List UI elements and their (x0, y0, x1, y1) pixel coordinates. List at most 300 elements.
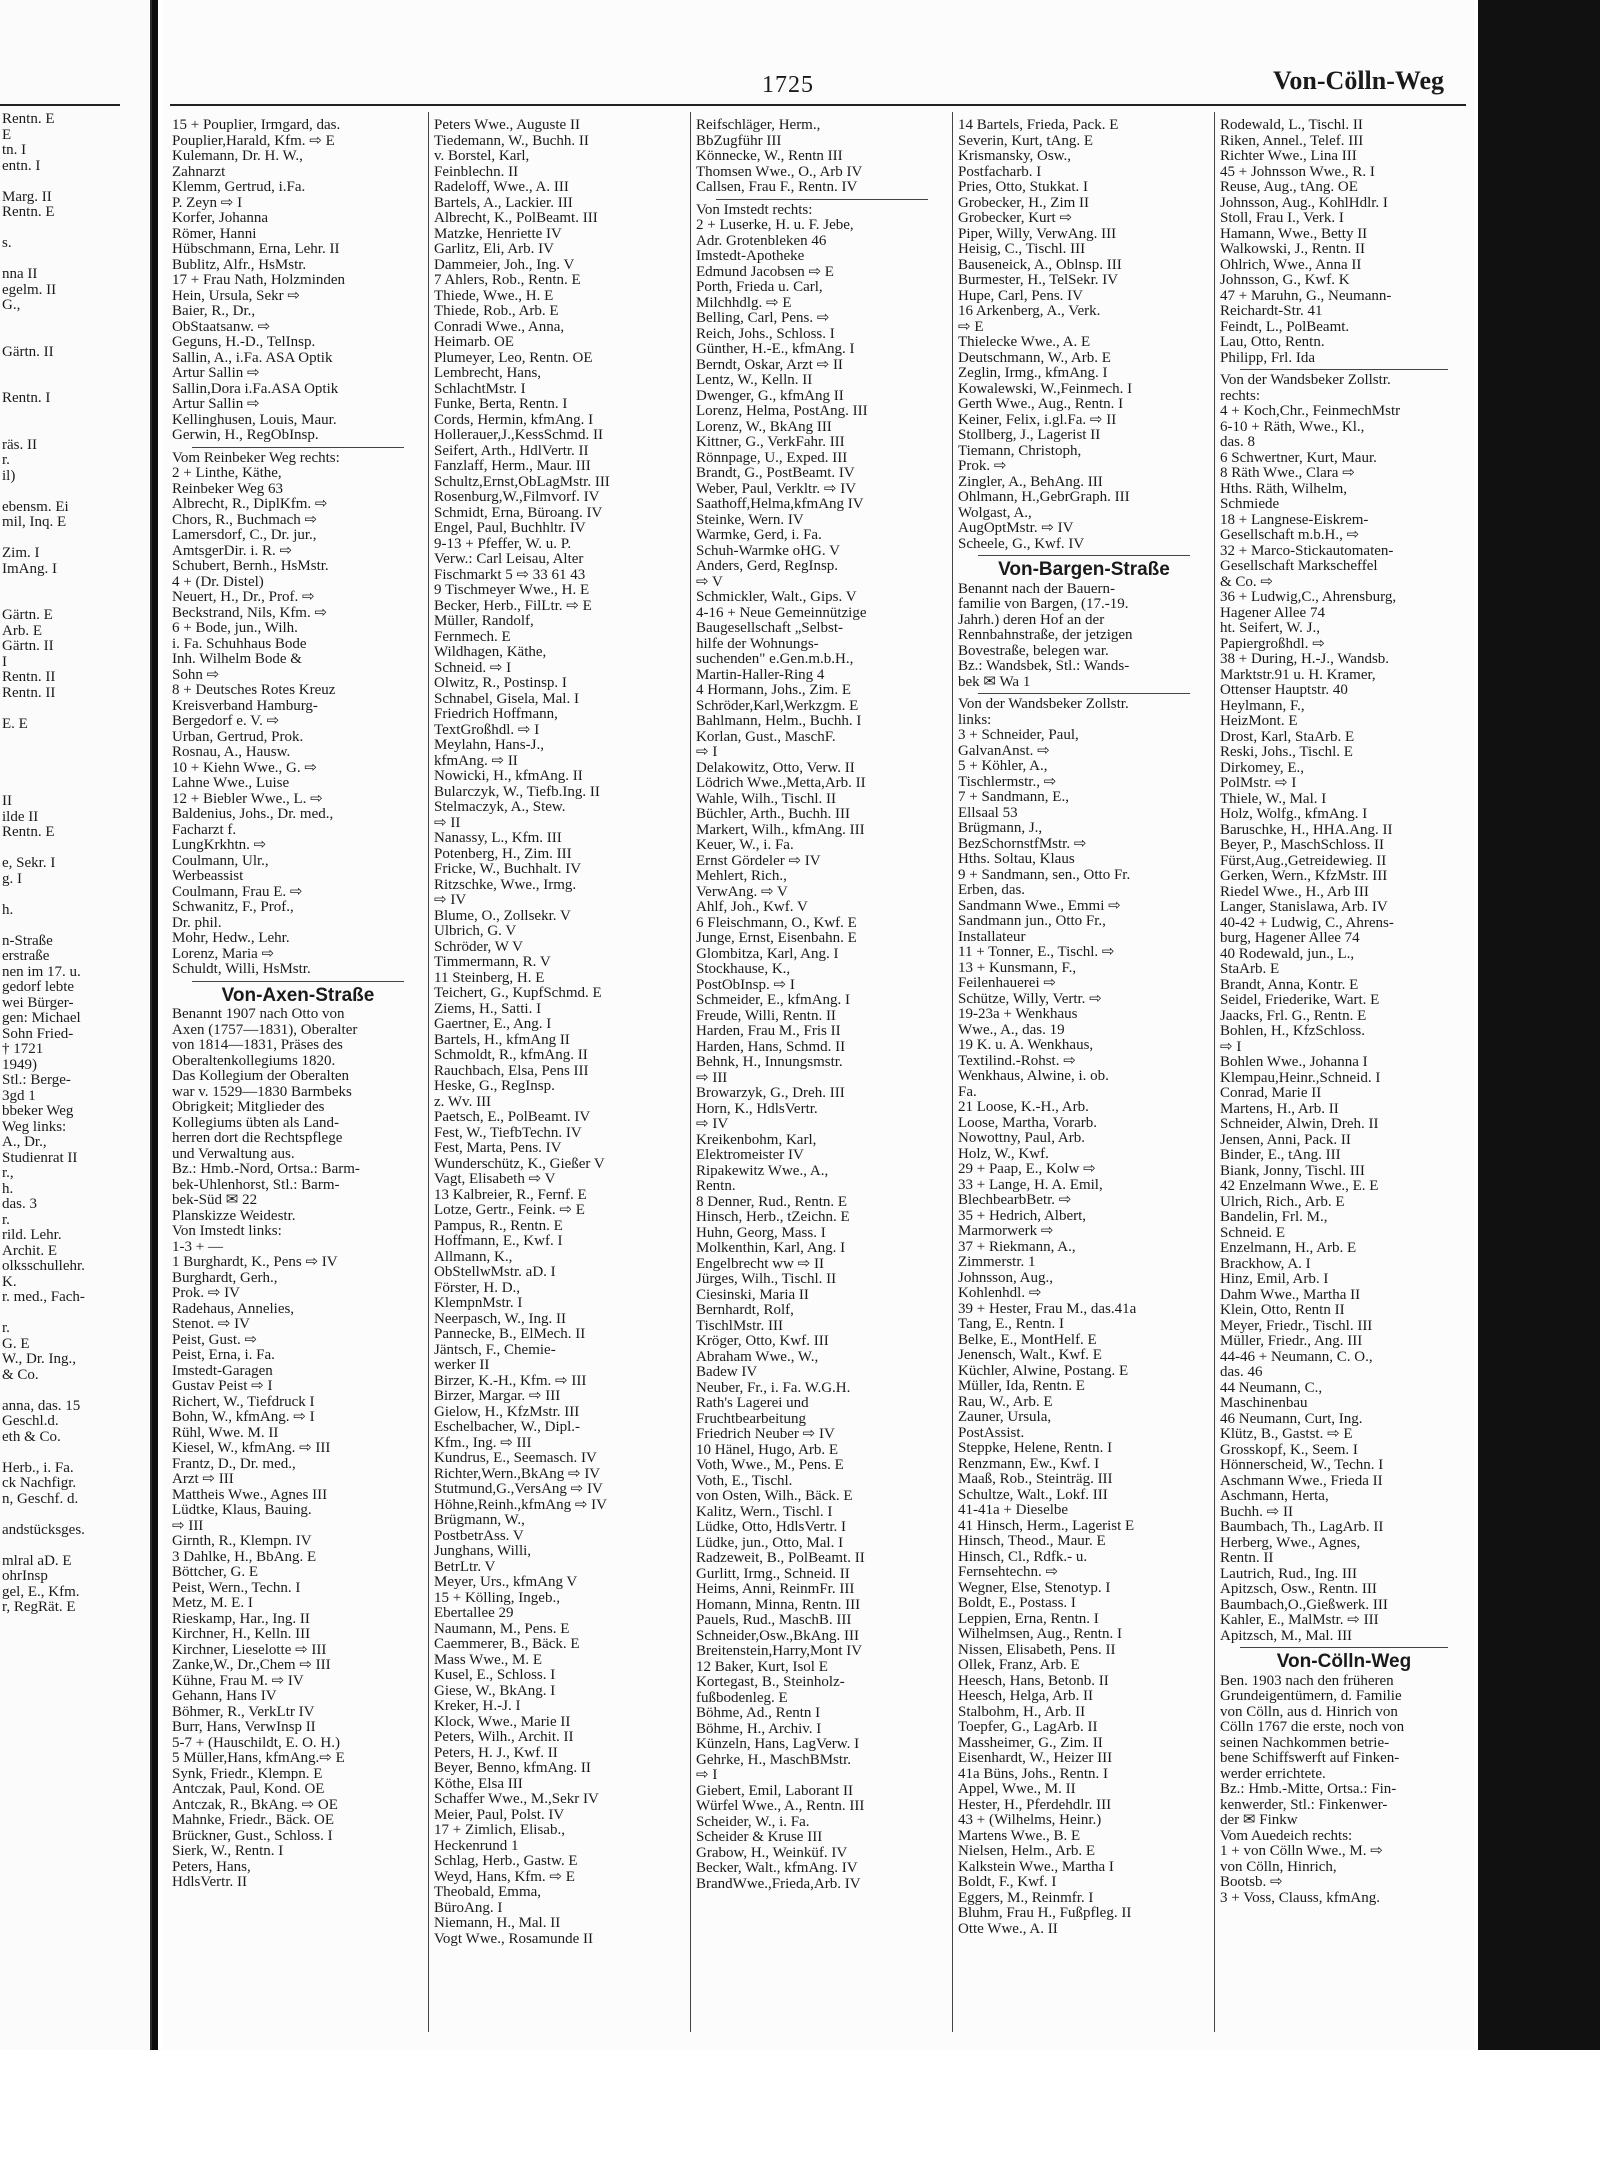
directory-entry: Eschelbacher, W., Dipl.- (434, 1420, 581, 1435)
directory-entry: Badew IV (696, 1365, 758, 1380)
directory-entry: Voth, E., Tischl. (696, 1473, 793, 1489)
directory-entry: Kühne, Frau M. ⇨ IV (172, 1673, 304, 1689)
directory-entry: Thiede, Wwe., H. E (434, 288, 554, 304)
left-page-fragment-line (0, 376, 150, 392)
directory-entry: Klempau,Heinr.,Schneid. I (1220, 1070, 1381, 1086)
directory-entry: Arzt ⇨ III (172, 1472, 234, 1487)
directory-entry: Conrad, Marie II (1220, 1086, 1322, 1101)
directory-entry: Oberaltenkollegiums 1820. (172, 1053, 336, 1069)
directory-entry: Reinbeker Weg 63 (172, 481, 283, 497)
directory-entry: 3 + Schneider, Paul, (958, 728, 1079, 743)
directory-entry: 7 + Sandmann, E., (958, 790, 1069, 805)
directory-entry: Fricke, W., Buchhalt. IV (434, 862, 582, 877)
directory-entry: Baumbach,O.,Gießwerk. III (1220, 1597, 1388, 1613)
left-page-fragment-line (0, 577, 150, 593)
directory-entry: Rosnau, A., Hausw. (172, 745, 291, 760)
directory-entry: Meyer, Urs., kfmAng V (434, 1575, 578, 1590)
directory-entry: 12 Baker, Kurt, Isol E (696, 1659, 828, 1675)
directory-entry: Ziems, H., Satti. I (434, 1001, 542, 1017)
directory-entry: Maschinenbau (1220, 1396, 1308, 1411)
column-divider (1214, 112, 1215, 2032)
directory-entry: Hester, H., Pferdehdlr. III (958, 1797, 1112, 1813)
directory-entry: Von Imstedt rechts: (696, 202, 813, 218)
left-page-fragment-line: Gärtn. II (2, 343, 54, 360)
directory-entry: Schneid. E (1220, 1225, 1285, 1241)
directory-entry: SchlachtMstr. I (434, 381, 526, 397)
directory-entry: Lentz, W., Kelln. II (696, 373, 813, 388)
directory-entry: Dwenger, G., kfmAng II (696, 388, 844, 404)
directory-entry: Kohlenhdl. ⇨ (958, 1286, 1042, 1301)
directory-entry: Schmiede (1220, 497, 1280, 512)
directory-entry: Enzelmann, H., Arb. E (1220, 1241, 1357, 1256)
directory-entry: 29 + Paap, E., Kolw ⇨ (958, 1162, 1096, 1177)
directory-entry: Meyer, Friedr., Tischl. III (1220, 1318, 1373, 1334)
directory-entry: Bohn, W., kfmAng. ⇨ I (172, 1410, 315, 1425)
directory-entry: 41 Hinsch, Herm., Lagerist E (958, 1518, 1135, 1534)
directory-entry: Wegner, Else, Stenotyp. I (958, 1580, 1111, 1596)
directory-entry: BetrLtr. V (434, 1559, 496, 1575)
directory-entry: Anders, Gerd, RegInsp. (696, 559, 839, 574)
directory-entry: Keuer, W., i. Fa. (696, 838, 794, 853)
directory-entry: von 1814—1831, Präses des (172, 1038, 343, 1053)
directory-entry: PolMstr. ⇨ I (1220, 776, 1297, 791)
directory-entry: Birzer, Margar. ⇨ III (434, 1389, 561, 1404)
left-page-fragment-line: 3gd 1 (2, 1087, 36, 1104)
directory-entry: Lotze, Gertr., Feink. ⇨ E (434, 1203, 585, 1218)
directory-entry: Zingler, A., BehAng. III (958, 474, 1103, 490)
directory-entry: Birzer, K.-H., Kfm. ⇨ III (434, 1373, 587, 1389)
section-rule (1240, 369, 1448, 370)
left-page-fragment-line: mil, Inq. E (2, 514, 67, 530)
left-header-rule (0, 104, 120, 106)
directory-entry: Grosskopf, K., Seem. I (1220, 1442, 1358, 1458)
directory-entry: Zauner, Ursula, (958, 1410, 1052, 1425)
left-page-fragment-line: r, RegRät. E (2, 1599, 76, 1615)
directory-entry: 14 Bartels, Frieda, Pack. E (958, 118, 1119, 133)
left-page-fragment-line (0, 360, 150, 376)
directory-entry: Brandt, Anna, Kontr. E (1220, 977, 1359, 993)
directory-entry: bene Schiffswerft auf Finken- (1220, 1751, 1400, 1766)
directory-entry: das. 8 (1220, 435, 1255, 450)
directory-entry: fußbodenleg. E (696, 1690, 788, 1706)
directory-entry: Textilind.-Rohst. ⇨ (958, 1053, 1076, 1069)
directory-entry: Baruschke, H., HHA.Ang. II (1220, 822, 1393, 838)
left-page-fragment-line: Rentn. I (2, 390, 51, 406)
directory-entry: Köthe, Elsa III (434, 1776, 523, 1792)
directory-entry: GalvanAnst. ⇨ (958, 743, 1050, 759)
directory-entry: Geguns, H.-D., TelInsp. (172, 335, 316, 350)
directory-entry: Ripakewitz Wwe., A., (696, 1163, 829, 1179)
directory-entry: 3 Dahlke, H., BbAng. E (172, 1549, 317, 1565)
directory-entry: TextGroßhdl. ⇨ I (434, 722, 540, 738)
directory-entry: Allmann, K., (434, 1249, 513, 1265)
left-facing-page (0, 0, 152, 2050)
left-page-fragment-line (0, 763, 150, 779)
directory-entry: war v. 1529—1830 Barmbeks (172, 1084, 352, 1100)
directory-entry: 17 + Zimlich, Elisab., (434, 1823, 565, 1838)
directory-entry: Stutmund,G.,VersAng ⇨ IV (434, 1482, 603, 1497)
directory-entry: Schütze, Willy, Vertr. ⇨ (958, 991, 1102, 1007)
directory-entry: 2 + Luserke, H. u. F. Jebe, (696, 218, 854, 233)
directory-entry: 4 Hormann, Johs., Zim. E (696, 683, 851, 698)
directory-entry: Thielecke Wwe., A. E (958, 335, 1091, 350)
directory-entry: 41a Büns, Johs., Rentn. I (958, 1766, 1108, 1782)
directory-entry: Synk, Friedr., Klempn. E (172, 1766, 323, 1782)
left-page-fragment-line: Rentn. E (2, 204, 55, 220)
directory-entry: AmtsgerDir. i. R. ⇨ (172, 543, 293, 559)
directory-entry: Baier, R., Dr., (172, 304, 256, 319)
directory-entry: Belling, Carl, Pens. ⇨ (696, 311, 830, 326)
directory-entry: VerwAng. ⇨ V (696, 884, 788, 900)
directory-entry: Rühl, Wwe. M. II (172, 1425, 279, 1441)
left-page-fragment-line: G. E (2, 1335, 30, 1352)
directory-entry: Kirchner, Lieselotte ⇨ III (172, 1642, 327, 1658)
left-page-fragment-line (0, 701, 150, 717)
directory-entry: Sallin, A., i.Fa. ASA Optik (172, 350, 333, 366)
directory-entry: Heckenrund 1 (434, 1838, 519, 1854)
left-page-fragment-line: s. (2, 235, 12, 251)
directory-entry: Vagt, Elisabeth ⇨ V (434, 1172, 556, 1187)
directory-entry: Könnecke, W., Rentn III (696, 149, 843, 164)
left-page-fragment-line: r. (2, 1211, 10, 1228)
directory-entry: Biank, Jonny, Tischl. III (1220, 1163, 1365, 1179)
directory-entry: 4-16 + Neue Gemeinnützige (696, 605, 867, 621)
directory-entry: Bz.: Wandsbek, Stl.: Wands- (958, 659, 1130, 674)
directory-entry: Grundeigentümern, d. Familie (1220, 1689, 1402, 1704)
directory-entry: Schneider,Osw.,BkAng. III (696, 1628, 859, 1644)
directory-entry: suchenden" e.Gen.m.b.H., (696, 652, 854, 667)
directory-entry: Albrecht, K., PolBeamt. III (434, 211, 598, 226)
directory-entry: Becker, Walt., kfmAng. IV (696, 1861, 858, 1876)
directory-entry: 13 Kalbreier, R., Fernf. E (434, 1187, 587, 1203)
directory-entry: Rath's Lagerei und (696, 1396, 809, 1411)
directory-entry: Giese, W., BkAng. I (434, 1683, 556, 1699)
directory-entry: Girnth, R., Klempn. IV (172, 1534, 312, 1549)
directory-entry: Wahle, Wilh., Tischl. II (696, 791, 836, 807)
directory-entry: burg, Hagener Allee 74 (1220, 931, 1360, 946)
directory-entry: ⇨ I (1220, 1039, 1242, 1055)
directory-entry: Adr. Grotenbleken 46 (696, 233, 827, 249)
directory-entry: Aschmann, Herta, (1220, 1489, 1329, 1504)
directory-entry: Matzke, Henriette IV (434, 226, 562, 242)
directory-entry: Hinsch, Cl., Rdfk.- u. (958, 1549, 1088, 1565)
directory-entry: Werbeassist (172, 869, 244, 884)
directory-entry: AugOptMstr. ⇨ IV (958, 521, 1074, 536)
directory-entry: Fürst,Aug.,Getreidewieg. II (1220, 853, 1387, 869)
directory-entry: 11 + Tonner, E., Tischl. ⇨ (958, 945, 1115, 960)
section-rule (192, 981, 404, 982)
left-page-fragment-line: G., (2, 297, 21, 313)
directory-entry: Böhme, Ad., Rentn I (696, 1706, 821, 1721)
left-page-fragment-line: rild. Lehr. (2, 1227, 62, 1243)
directory-entry: Seidel, Friederike, Wart. E (1220, 993, 1380, 1008)
directory-entry: Nissen, Elisabeth, Pens. II (958, 1642, 1116, 1658)
directory-entry: Wildhagen, Käthe, (434, 645, 547, 660)
directory-entry: Bootsb. ⇨ (1220, 1875, 1283, 1890)
directory-entry: werder errichtete. (1220, 1766, 1326, 1782)
directory-entry: Erben, das. (958, 883, 1026, 898)
directory-entry: Sohn ⇨ (172, 667, 220, 683)
directory-entry: 32 + Marco-Stickautomaten- (1220, 543, 1394, 559)
directory-entry: Lorenz, Helma, PostAng. III (696, 404, 868, 419)
directory-entry: Bartels, A., Lackier. III (434, 195, 573, 211)
directory-entry: 5 + Köhler, A., (958, 759, 1048, 774)
directory-entry: herren dort die Rechtspflege (172, 1131, 343, 1146)
directory-entry: Bz.: Hmb.-Nord, Ortsa.: Barm- (172, 1162, 360, 1177)
directory-entry: 5-7 + (Hauschildt, E. O. H.) (172, 1735, 341, 1751)
directory-entry: Hollerauer,J.,KessSchmd. II (434, 428, 603, 443)
left-page-fragment-line (0, 252, 150, 268)
directory-entry: ⇨ II (434, 815, 461, 831)
left-page-fragment-line: r. med., Fach- (2, 1289, 85, 1305)
directory-entry: Martens, H., Arb. II (1220, 1101, 1339, 1117)
directory-entry: BezSchornstfMstr. ⇨ (958, 836, 1087, 852)
directory-entry: Müller, Ida, Rentn. E (958, 1379, 1085, 1394)
directory-entry: Benannt nach der Bauern- (958, 581, 1116, 597)
directory-entry: 3 + Voss, Clauss, kfmAng. (1220, 1890, 1381, 1906)
directory-entry: Niemann, H., Mal. II (434, 1916, 561, 1931)
directory-entry: Fernmech. E (434, 629, 511, 645)
left-page-fragment-line (0, 314, 150, 330)
directory-entry: seinen Nachkommen betrie- (1220, 1735, 1390, 1751)
directory-entry: Schuh-Warmke oHG. V (696, 543, 840, 559)
directory-entry: Kulemann, Dr. H. W., (172, 149, 303, 164)
directory-entry: Lüdke, Otto, HdlsVertr. I (696, 1520, 846, 1535)
directory-entry: Coulmann, Ulr., (172, 853, 269, 869)
directory-entry: Stalbohm, H., Arb. II (958, 1704, 1086, 1720)
directory-entry: Gerwin, H., RegObInsp. (172, 428, 319, 443)
directory-entry: Harden, Frau M., Fris II (696, 1024, 841, 1039)
directory-entry: 2 + Linthe, Käthe, (172, 466, 282, 481)
directory-entry: Mahnke, Friedr., Bäck. OE (172, 1813, 335, 1828)
directory-entry: links: (958, 712, 992, 728)
directory-entry: PostbetrAss. V (434, 1528, 524, 1544)
directory-entry: Dammeier, Joh., Ing. V (434, 257, 575, 273)
directory-entry: Gehrke, H., MaschBMstr. (696, 1752, 851, 1768)
directory-entry: ⇨ IV (696, 1117, 729, 1132)
directory-entry: Ebertallee 29 (434, 1606, 514, 1621)
directory-entry: Ohlrich, Wwe., Anna II (1220, 257, 1362, 273)
directory-entry: Ritzschke, Wwe., Irmg. (434, 877, 577, 893)
directory-entry: Hönnerscheid, W., Techn. I (1220, 1458, 1384, 1473)
directory-entry: Mohr, Hedw., Lehr. (172, 931, 290, 946)
directory-entry: 6-10 + Räth, Wwe., Kl., (1220, 419, 1365, 435)
left-page-fragment-line: Rentn. E (2, 111, 55, 127)
directory-entry: Imstedt-Garagen (172, 1363, 273, 1379)
left-page-fragment-line (0, 174, 150, 190)
left-page-fragment-line: ck Nachfigr. (2, 1475, 77, 1491)
section-rule (1240, 1647, 1448, 1648)
directory-entry: Radzeweit, B., PolBeamt. II (696, 1551, 865, 1566)
directory-entry: Mehlert, Rich., (696, 869, 787, 884)
directory-entry: Imstedt-Apotheke (696, 249, 805, 264)
left-page-fragment-line: anna, das. 15 (2, 1397, 81, 1414)
directory-entry: Timmermann, R. V (434, 955, 551, 970)
directory-entry: Würfel Wwe., A., Rentn. III (696, 1799, 865, 1814)
directory-entry: Reichardt-Str. 41 (1220, 304, 1323, 319)
directory-entry: Hübschmann, Erna, Lehr. II (172, 242, 340, 257)
directory-entry: Gaertner, E., Ang. I (434, 1017, 552, 1032)
directory-entry: Dirkomey, E., (1220, 760, 1305, 776)
directory-entry: Funke, Berta, Rentn. I (434, 397, 568, 412)
directory-entry: 9 + Sandmann, sen., Otto Fr. (958, 867, 1131, 883)
directory-entry: Rauchbach, Elsa, Pens III (434, 1063, 589, 1079)
directory-entry: Nanassy, L., Kfm. III (434, 831, 562, 846)
directory-entry: Klütz, B., Gastst. ⇨ E (1220, 1427, 1353, 1442)
directory-entry: Johnsson, G., Kwf. K (1220, 273, 1350, 288)
directory-entry: Vom Reinbeker Weg rechts: (172, 450, 340, 466)
directory-entry: BrandWwe.,Frieda,Arb. IV (696, 1876, 861, 1892)
left-page-fragment-line: erstraße (2, 948, 50, 964)
directory-entry: werker II (434, 1358, 490, 1373)
left-page-fragment-line: olksschullehr. (2, 1258, 85, 1274)
directory-entry: Prok. ⇨ (958, 459, 1007, 474)
directory-entry: Kittner, G., VerkFahr. III (696, 435, 845, 450)
directory-entry: der ✉ Finkw (1220, 1813, 1298, 1828)
directory-entry: Postfacharb. I (958, 164, 1042, 180)
directory-entry: Junge, Ernst, Eisenbahn. E (696, 931, 857, 946)
left-page-fragment-line (0, 732, 150, 748)
directory-entry: Ohlmann, H.,GebrGraph. III (958, 490, 1130, 505)
directory-entry: Bauseneick, A., Oblnsp. III (958, 257, 1122, 273)
directory-entry: Ernst Gördeler ⇨ IV (696, 853, 821, 869)
directory-entry: Burr, Hans, VerwInsp II (172, 1720, 316, 1735)
left-page-fragment-line: r., (2, 1165, 14, 1181)
directory-entry: Steppke, Helene, Rentn. I (958, 1441, 1113, 1456)
directory-entry: Stollberg, J., Lagerist II (958, 428, 1101, 443)
directory-entry: Eggers, M., Reinmfr. I (958, 1890, 1094, 1906)
left-page-fragment-line: il) (2, 467, 16, 484)
directory-entry: Rosenburg,W.,Filmvorf. IV (434, 490, 600, 505)
directory-entry: 9 Tischmeyer Wwe., H. E (434, 583, 590, 598)
left-page-fragment-line: † 1721 (2, 1041, 44, 1057)
left-page-fragment-line: Gärtn. II (2, 638, 54, 654)
directory-entry: bek-Uhlenhorst, Stl.: Barm- (172, 1177, 340, 1193)
left-page-fragment-line: I (2, 653, 7, 670)
left-page-fragment-line (0, 422, 150, 438)
directory-entry: Edmund Jacobsen ⇨ E (696, 264, 834, 280)
directory-entry: Bluhm, Frau H., Fußpfleg. II (958, 1906, 1132, 1921)
directory-entry: Grobecker, Kurt ⇨ (958, 211, 1073, 226)
left-page-fragment-line: E. E (2, 715, 28, 732)
directory-entry: ObStaatsanw. ⇨ (172, 319, 271, 335)
directory-entry: Jensen, Anni, Pack. II (1220, 1132, 1351, 1148)
directory-entry: Kalitz, Wern., Tischl. I (696, 1504, 833, 1520)
directory-entry: Kellinghusen, Louis, Maur. (172, 412, 337, 428)
directory-entry: Lahne Wwe., Luise (172, 776, 290, 791)
left-page-fragment-line: W., Dr. Ing., (2, 1351, 77, 1367)
directory-entry: Weyd, Hans, Kfm. ⇨ E (434, 1869, 575, 1885)
directory-entry: Gustav Peist ⇨ I (172, 1379, 273, 1394)
directory-entry: Olwitz, R., Postinsp. I (434, 676, 567, 691)
directory-entry: Zanke,W., Dr.,Chem ⇨ III (172, 1658, 331, 1673)
directory-entry: Baumbach, Th., LagArb. II (1220, 1520, 1384, 1535)
directory-entry: Ulbrich, G. V (434, 924, 517, 939)
section-rule (978, 555, 1190, 556)
directory-entry: kenwerder, Stl.: Finkenwer- (1220, 1797, 1388, 1813)
directory-entry: Breitenstein,Harry,Mont IV (696, 1644, 863, 1659)
directory-entry: Tiedemann, W., Buchh. II (434, 133, 589, 149)
directory-entry: Obrigkeit; Mitglieder des (172, 1100, 325, 1115)
directory-entry: Bartels, H., kfmAng II (434, 1032, 570, 1048)
directory-entry: Glombitza, Karl, Ang. I (696, 946, 839, 962)
directory-entry: 8 + Deutsches Rotes Kreuz (172, 683, 336, 698)
directory-entry: 41-41a + Dieselbe (958, 1503, 1069, 1518)
directory-entry: Lorenz, W., BkAng III (696, 419, 832, 435)
directory-entry: Reifschläger, Herm., (696, 118, 821, 133)
directory-entry: 40-42 + Ludwig, C., Ahrens- (1220, 915, 1394, 931)
scan-bottom-margin (0, 2050, 1600, 2177)
directory-entry: Installateur (958, 929, 1026, 945)
directory-entry: Neuert, H., Dr., Prof. ⇨ (172, 590, 315, 605)
directory-entry: Langer, Stanislawa, Arb. IV (1220, 900, 1388, 915)
directory-entry: Ben. 1903 nach den früheren (1220, 1673, 1394, 1689)
directory-entry: 10 Hänel, Hugo, Arb. E (696, 1442, 839, 1458)
directory-entry: Nowottny, Paul, Arb. (958, 1131, 1085, 1146)
directory-entry: BbZugführ III (696, 133, 782, 149)
directory-entry: Potenberg, H., Zim. III (434, 846, 572, 862)
directory-entry: Antczak, R., BkAng. ⇨ OE (172, 1797, 338, 1813)
directory-entry: Hths. Räth, Wilhelm, (1220, 481, 1348, 497)
directory-entry: Wwe., A., das. 19 (958, 1022, 1065, 1038)
left-page-fragment-line: r. (2, 452, 10, 468)
directory-entry: 12 + Biebler Wwe., L. ⇨ (172, 791, 323, 807)
directory-entry: Feindt, L., PolBeamt. (1220, 319, 1350, 335)
directory-entry: Klemm, Gertrud, i.Fa. (172, 180, 306, 195)
directory-entry: Johnsson, Aug., (958, 1270, 1054, 1286)
directory-entry: Schultze, Walt., Lokf. III (958, 1487, 1108, 1503)
directory-entry: Günther, H.-E., kfmAng. I (696, 342, 855, 357)
left-page-fragment-line (0, 918, 150, 934)
column-4 (958, 118, 1210, 2033)
directory-entry: Thiele, W., Mal. I (1220, 791, 1327, 807)
directory-entry: Fernsehtechn. ⇨ (958, 1565, 1059, 1580)
directory-entry: Schröder,Karl,Werkzgm. E (696, 698, 859, 714)
directory-entry: Tiemann, Christoph, (958, 443, 1082, 459)
directory-entry: Burghardt, Gerh., (172, 1270, 278, 1286)
directory-entry: Wenkhaus, Alwine, i. ob. (958, 1069, 1109, 1084)
left-page-fragment-line: ilde II (2, 808, 39, 825)
directory-entry: Hamann, Wwe., Betty II (1220, 226, 1368, 242)
directory-entry: 8 Räth Wwe., Clara ⇨ (1220, 466, 1355, 481)
directory-entry: Weber, Paul, Verkltr. ⇨ IV (696, 481, 857, 497)
directory-entry: Friedrich Neuber ⇨ IV (696, 1427, 835, 1442)
directory-entry: Jenensch, Walt., Kwf. E (958, 1348, 1102, 1363)
directory-entry: Wunderschütz, K., Gießer V (434, 1156, 605, 1172)
directory-entry: Zahnarzt (172, 164, 226, 180)
directory-entry: Coulmann, Frau E. ⇨ (172, 884, 303, 900)
left-page-fragment-line: gen: Michael (2, 1010, 81, 1026)
directory-entry: Behnk, H., Innungsmstr. (696, 1055, 843, 1070)
directory-entry: v. Borstel, Karl, (434, 149, 530, 164)
directory-entry: bek-Süd ✉ 22 (172, 1193, 258, 1208)
street-heading: Von-Cölln-Weg (1276, 1651, 1412, 1672)
directory-entry: 4 + (Dr. Distel) (172, 574, 264, 590)
directory-entry: BüroAng. I (434, 1900, 503, 1916)
directory-entry: Müller, Randolf, (434, 614, 534, 629)
directory-entry: Kowalewski, W.,Feinmech. I (958, 381, 1133, 397)
directory-entry: Böhmer, R., VerkLtr IV (172, 1704, 315, 1720)
directory-entry: Peist, Gust. ⇨ (172, 1332, 258, 1348)
directory-entry: Beyer, Benno, kfmAng. II (434, 1761, 591, 1776)
directory-entry: Lüdke, jun., Otto, Mal. I (696, 1535, 844, 1551)
section-rule (978, 693, 1190, 694)
directory-entry: 9-13 + Pfeffer, W. u. P. (434, 536, 572, 552)
left-page-fragment-line: egelm. II (2, 281, 57, 298)
directory-page (162, 0, 1474, 2050)
directory-entry: 33 + Lange, H. A. Emil, (958, 1177, 1103, 1193)
directory-entry: Klock, Wwe., Marie II (434, 1714, 571, 1730)
